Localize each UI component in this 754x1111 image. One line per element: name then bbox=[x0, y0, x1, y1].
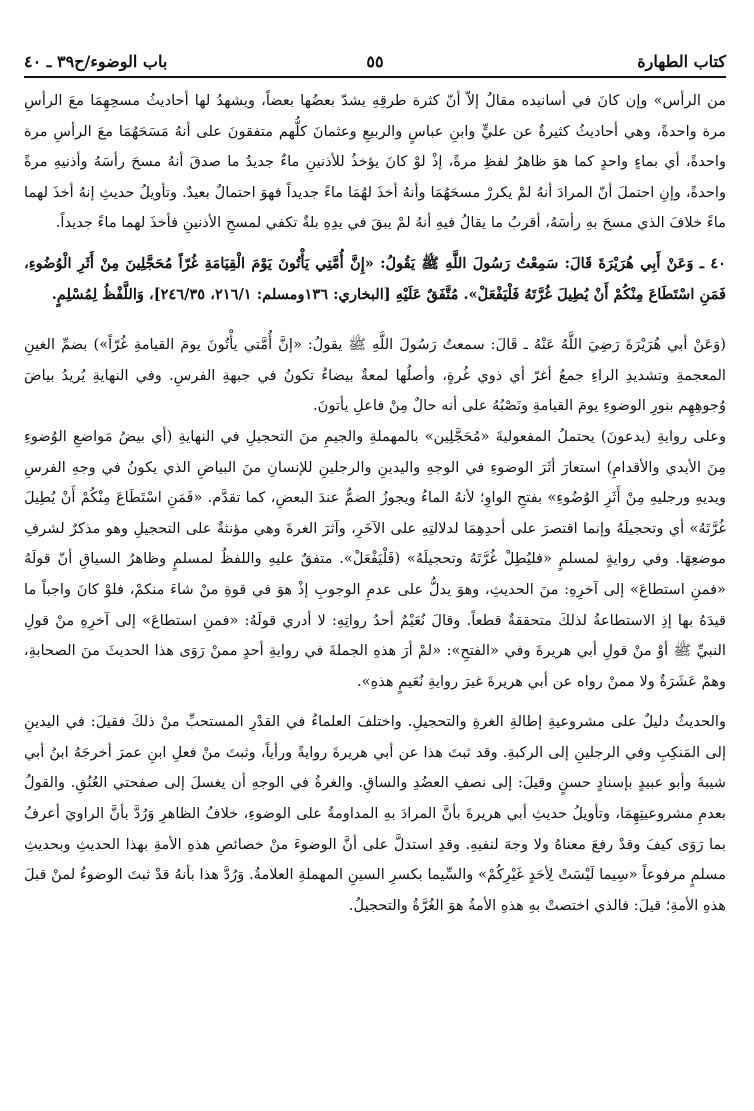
hadith-text: ٤٠ ـ وَعَنْ أَبِي هُرَيْرَةَ قَالَ: سَمِعْتُ رَسُولَ اللَّهِ ﷺ يَقُولُ: «إِنَّ أُمَّتِي يَأْتُونَ يَوْمَ الْقِيَامَةِ غُرّاً مُحَجَّلِينَ مِنْ أَثَرِ الْوُضُوءِ، فَمَنِ اسْتَطَاعَ مِنْكُمْ أَنْ يُطِيلَ غُرَّتَهُ فَلْيَفْعَلْ». مُتَّفَقٌ عَلَيْهِ [البخاري: ١٣٦ومسلم: ٢١٦/١، ٢٤٦/٣٥]، وَاللَّفْظُ لِمُسْلِمٍ. bbox=[24, 254, 726, 303]
paragraph-commentary-3: وعلى روايةِ (يدعونَ) يحتملُ المفعوليةَ «مُحَجَّلِين» بالمهملةِ والجيمِ منَ التحجيلِ في النهايةِ (أي بيضُ مَواضعِ الوُضوءِ مِنَ الأيدي والأقدامِ) استعارَ أثَرَ الوضوءِ في الوجهِ واليدينِ والرجلينِ للإنسانِ منَ البياضِ الذي يكونُ في وجهِ الفرسِ ويديهِ ورجليهِ مِنْ أَثَرِ الوُضُوءِ» بفتحِ الواوِ؛ لأنهُ الماءُ ويجوزُ الضمُّ عندَ البعضِ، كما تقدَّم. «فَمَنِ اسْتَطَاعَ مِنْكُمْ أَنْ يُطِيلَ غُرَّتَهُ» أي وتحجيلَهُ وإنما اقتصرَ على أحدِهِمَا لدلالتِهِ على الآخَرِ، وآثرَ الغرةَ وهي مؤنثةٌ على التحجيلِ وهو مذكرٌ لشرفِ موضعِهَا. وفي روايةٍ لمسلمٍ «فليُطِلْ غُرَّتَهُ وتحجيلَهُ» (فَلْيَفْعَلْ». متفقٌ عليهِ واللفظُ لمسلمٍ وظاهرُ السياقِ أنّ قولَهُ «فمنِ استطاعَ» إلى آخرِهِ: منَ الحديثِ، وهوَ يدلُّ على عدمِ الوجوبِ إذْ هوَ في قوةِ منْ شاءَ منكمْ، فلوْ كانَ واجباً ما قيدَهُ بها إذِ الاستطاعةُ لذلكَ متحققةٌ قطعاً. وقالَ نُعَيْمٌ أحدُ رواتِهِ: لا أدري قولَهُ: «فمنِ استطاعَ» إلى آخرِهِ منْ قولِ النبيِّ ﷺ أوْ منْ قولِ أبي هريرةَ وفي «الفتحِ»: «لمْ أرَ هذهِ الجملةَ في روايةِ أحدٍ ممنْ رَوَى هذا الحديثَ منَ الصحابةِ، وهمْ عَشَرَةٌ ولا ممنْ رواه عن أبي هريرةَ غيرَ روايةِ نُعَيمٍ هذهِ». bbox=[24, 427, 726, 690]
page-body bbox=[24, 86, 726, 921]
running-header bbox=[24, 46, 726, 78]
paragraph-commentary-2: (وَعَنْ أبي هُرَيْرَةَ رَضِيَ اللَّهُ عَنْهُ ـ قَالَ: سمعتُ رَسُولَ اللَّهِ ﷺ يقولُ: «إنَّ أُمَّتي يأْتُونَ يومَ القيامةِ غُرّاً») بضمِّ الغينِ المعجمةِ وتشديدِ الراءِ جمعُ أغرّ أي ذوي غُرةٍ، وأصلُها لمعةٌ بيضاءُ تكونُ في جبهةِ الفرسِ. وفي النهايةِ يُريدُ بياضَ وُجوهِهِم بنورِ الوضوءِ يومَ القيامةِ ونَصْبُهُ على أنه حالٌ مِنْ فاعلِ يأتونَ. bbox=[24, 336, 726, 415]
paragraph-commentary-1: من الرأس» وإن كانَ في أسانيده مقالٌ إلاّ أنّ كثرة طرقِهِ يشدّ بعضُها بعضاً، ويشهدُ لها أحاديثُ مسحِهِمَا معَ الرأسِ مرة واحدةً، وهي أحاديثُ كثيرةٌ عن عليٍّ وابنِ عباسٍ والربيعِ وعثمانَ كلُّهم متفقونَ على أنهُ مَسَحَهُمَا معَ الرأسِ مرة واحدةً، أي بماءٍ واحدٍ كما هوَ ظاهرُ لفظِ مرةً، إذْ لوْ كانَ يؤخذُ للأذنينِ ماءٌ جديدٌ ما صدقَ أنهُ مسحَ رأسَهُ وأذنيهِ مرةً واحدةً، وإنِ احتملَ أنّ المرادَ أنهُ لمْ يكررْ مسحَهُمَا وأنهُ أخذَ لهُمَا ماءً جديداً فهوَ احتمالٌ بعيدٌ. وتأويلُ حديثِ إنهُ أخذَ لهما ماءً خلافَ الذي مسحَ بهِ رأسَهُ، أقربُ ما يقالُ فيهِ أنهُ لمْ يبقَ في يدِهِ بلةٌ تكفي لمسحِ الأذنينِ فأخذَ لهما ماءً جديداً. bbox=[24, 92, 726, 232]
chapter-title: باب الوضوء/ح٣٩ ـ ٤٠ bbox=[24, 52, 168, 71]
book-title: كتاب الطهارة bbox=[637, 52, 726, 71]
page-number: ٥٥ bbox=[366, 52, 384, 71]
paragraph-commentary-4: والحديثُ دليلٌ على مشروعيةِ إطالةِ الغرةِ والتحجيلِ. واختلفَ العلماءُ في القدْرِ المستحبِّ منْ ذلكَ فقيلَ: في اليدينِ إلى المَنكِبِ وفي الرجلينِ إلى الركبةِ. وقد ثبتَ هذا عن أبي هريرةَ روايةً ورأياً، وثبتَ منْ فعلِ ابنِ عمرَ أخرجَهُ ابنُ أبي شيبةَ وأبو عبيدٍ بإسنادٍ حسنٍ وقيلَ: إلى نصفِ العضُدِ والساقِ. والغرةُ في الوجهِ أن يغسلَ إلى صفحتي العُنُقِ. والقولُ بعدمِ مشروعيتِهِمَا، وتأويلُ حديثِ أبي هريرةَ بأنَّ المرادَ بهِ المداومةُ على الوضوءِ، خلافُ الظاهرِ وَرُدَّ بأنَّ الراويَ أعرفُ بما رَوَى كيفَ وقدْ رفعَ معناهُ ولا وجهَ لنفيهِ. وقدِ استدلَّ على أنَّ الوضوءَ منْ خصائصِ هذهِ الأمةِ بهذا الحديثِ وبحديثِ مسلمٍ مرفوعاً «سِيما لَيْسَتْ لِأحَدٍ غَيْرِكُمْ» والسِّيما بكسرِ السينِ المهملةِ العلامةُ. وَرُدَّ هذا بأنهُ قدْ ثبتَ الوضوءُ لمنْ قبلَ هذهِ الأمةِ؛ قيلَ: فالذي اختصتْ بهِ هذهِ الأمةُ هوَ الغُرَّةُ والتحجيلُ. bbox=[24, 713, 726, 914]
hadith-block bbox=[24, 249, 726, 330]
